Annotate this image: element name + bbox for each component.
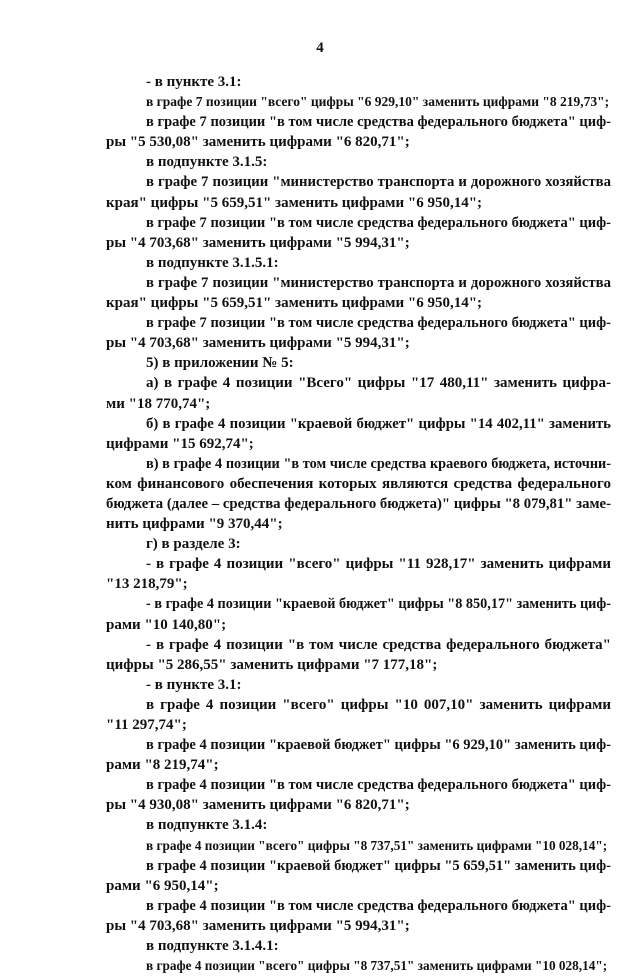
page-number: 4 <box>316 40 324 56</box>
text-line: в графе 7 позиции "в том числе средства федерального бюджета" циф- <box>146 315 611 332</box>
text-line: "13 218,79"; <box>106 576 188 593</box>
text-line: в графе 4 позиции "краевой бюджет" цифры "5 659,51" заменить циф- <box>146 857 611 874</box>
text-line: ком финансового обеспечения которых являются средства федерального <box>106 475 611 492</box>
text-line: ры "4 703,68" заменить цифрами "5 994,31"; <box>106 917 410 934</box>
text-line: в графе 4 позиции "всего" цифры "8 737,51" заменить цифрами "10 028,14"; <box>146 958 608 974</box>
text-line: - в графе 4 позиции "в том числе средства федерального бюджета" <box>146 636 611 653</box>
text-line: в подпункте 3.1.5: <box>146 154 268 171</box>
text-line: цифры "5 286,55" заменить цифрами "7 177,18"; <box>106 656 438 673</box>
text-line: - в графе 4 позиции "краевой бюджет" цифры "8 850,17" заменить циф- <box>146 596 611 613</box>
text-line: б) в графе 4 позиции "краевой бюджет" цифры "14 402,11" заменить <box>146 415 611 432</box>
text-line: в графе 7 позиции "всего" цифры "6 929,10" заменить цифрами "8 219,73"; <box>146 94 610 110</box>
text-line: ми "18 770,74"; <box>106 395 211 412</box>
text-line: в графе 7 позиции "в том числе средства федерального бюджета" циф- <box>146 214 611 231</box>
text-line: края" цифры "5 659,51" заменить цифрами "6 950,14"; <box>106 194 483 211</box>
text-line: в графе 7 позиции "в том числе средства федерального бюджета" циф- <box>146 114 611 131</box>
text-line: рами "6 950,14"; <box>106 877 219 894</box>
text-line: в графе 4 позиции "всего" цифры "10 007,10" заменить цифрами <box>146 696 611 713</box>
text-line: рами "10 140,80"; <box>106 616 227 633</box>
text-line: в графе 4 позиции "в том числе средства федерального бюджета" циф- <box>146 897 611 914</box>
text-line: края" цифры "5 659,51" заменить цифрами "6 950,14"; <box>106 295 483 312</box>
text-line: в графе 4 позиции "в том числе средства федерального бюджета" циф- <box>146 777 611 794</box>
text-line: в подпункте 3.1.4: <box>146 817 268 834</box>
text-line: в подпункте 3.1.5.1: <box>146 254 279 271</box>
text-line: - в пункте 3.1: <box>146 74 242 90</box>
text-line: - в пункте 3.1: <box>146 676 242 693</box>
text-line: ры "4 703,68" заменить цифрами "5 994,31"; <box>106 335 410 352</box>
text-line: в подпункте 3.1.4.1: <box>146 938 279 955</box>
text-line: в графе 4 позиции "краевой бюджет" цифры "6 929,10" заменить циф- <box>146 737 611 754</box>
text-line: 5) в приложении № 5: <box>146 355 294 372</box>
text-line: ры "5 530,08" заменить цифрами "6 820,71"; <box>106 134 410 151</box>
text-line: а) в графе 4 позиции "Всего" цифры "17 480,11" заменить цифра- <box>146 375 611 392</box>
text-line: в графе 7 позиции "министерство транспорта и дорожного хозяйства <box>146 274 611 291</box>
text-line: бюджета (далее – средства федерального бюджета)" цифры "8 079,81" заме- <box>106 495 611 512</box>
text-line: в графе 4 позиции "всего" цифры "8 737,51" заменить цифрами "10 028,14"; <box>146 837 608 853</box>
text-line: в графе 7 позиции "министерство транспорта и дорожного хозяйства <box>146 174 611 191</box>
text-line: ры "4 930,08" заменить цифрами "6 820,71"; <box>106 797 410 814</box>
text-line: ры "4 703,68" заменить цифрами "5 994,31"; <box>106 234 410 251</box>
text-line: г) в разделе 3: <box>146 536 241 553</box>
text-line: "11 297,74"; <box>106 717 187 733</box>
text-line: в) в графе 4 позиции "в том числе средства краевого бюджета, источни- <box>146 455 611 472</box>
document-body <box>106 72 611 976</box>
text-line: нить цифрами "9 370,44"; <box>106 516 283 533</box>
text-line: рами "8 219,74"; <box>106 757 219 774</box>
text-line: цифрами "15 692,74"; <box>106 435 254 452</box>
text-line: - в графе 4 позиции "всего" цифры "11 928,17" заменить цифрами <box>146 556 611 573</box>
